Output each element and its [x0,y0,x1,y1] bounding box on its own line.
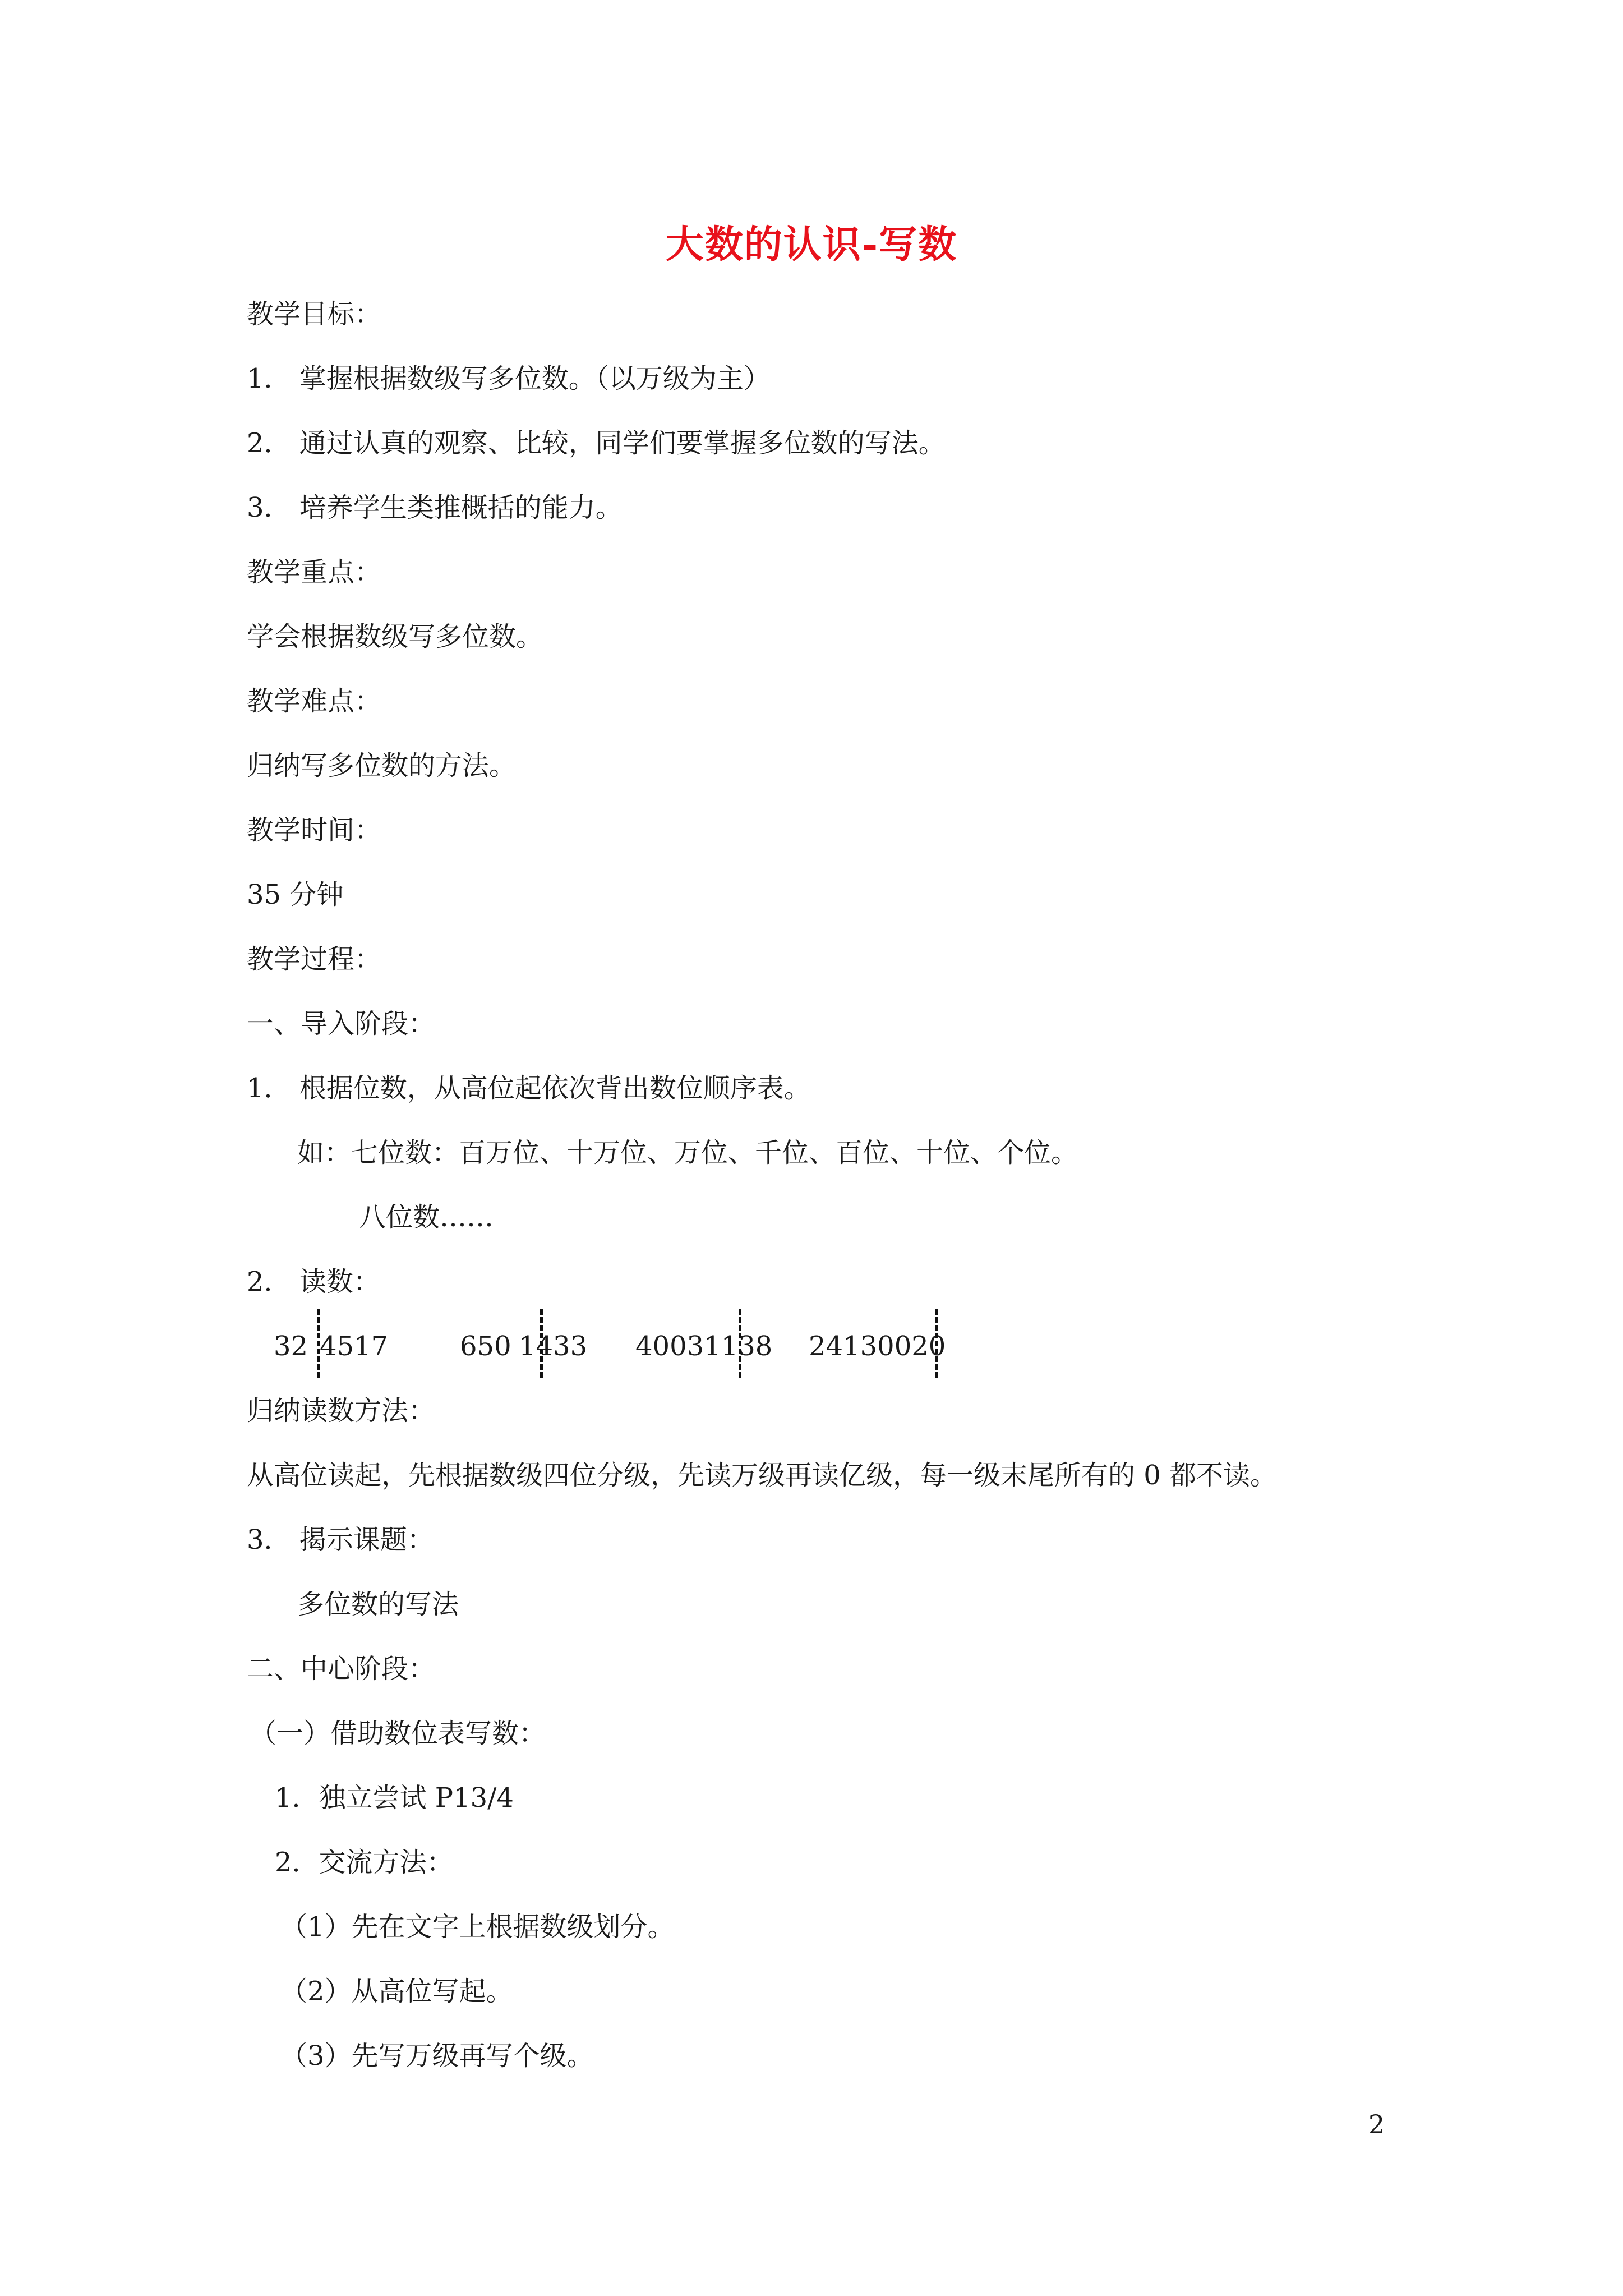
topic-text: 多位数的写法 [297,1589,459,1620]
substep-2: 2．交流方法： [275,1847,454,1878]
page-title: 大数的认识-写数 [665,222,958,267]
section-two-heading: 二、中心阶段： [247,1653,436,1685]
page-number: 2 [1368,2109,1385,2139]
section-one-heading: 一、导入阶段： [247,1008,436,1039]
number-part: 32 [274,1331,308,1362]
time-heading: 教学时间： [247,815,382,846]
reading-method-heading: 归纳读数方法： [247,1395,436,1427]
difficulties-heading: 教学难点： [247,685,382,717]
number-part: 650 [460,1331,511,1362]
method-item-2: （2）从高位写起。 [280,1976,513,2007]
substep-1: 1．独立尝试 P13/4 [275,1782,514,1814]
level-divider [935,1309,938,1378]
reading-method-text: 从高位读起，先根据数级四位分级，先读万级再读亿级，每一级末尾所有的 0 都不读。 [247,1460,1278,1491]
method-item-3: （3）先写万级再写个级。 [280,2040,594,2072]
process-heading: 教学过程： [247,944,382,975]
objective-3: 3． 培养学生类推概括的能力。 [247,492,623,523]
step-1: 1． 根据位数，从高位起依次背出数位顺序表。 [247,1073,811,1104]
key-points-heading: 教学重点： [247,556,382,588]
step-2: 2． 读数： [247,1266,380,1297]
objectives-heading: 教学目标： [247,298,382,330]
method-item-1: （1）先在文字上根据数级划分。 [280,1911,675,1943]
step-3: 3． 揭示课题： [247,1524,434,1556]
number-part: 40031138 [635,1331,773,1362]
time-text: 35 分钟 [247,879,344,910]
number-part: 24130020 [809,1331,946,1362]
reading-numbers-row [0,1329,1623,1380]
step-1-example-continued: 八位数…… [359,1202,494,1233]
difficulties-text: 归纳写多位数的方法。 [247,750,517,781]
subsection-1-heading: （一）借助数位表写数： [250,1718,546,1749]
key-points-text: 学会根据数级写多位数。 [247,621,543,652]
level-divider [739,1309,741,1378]
objective-1: 1． 掌握根据数级写多位数。（以万级为主） [247,363,771,394]
objective-2: 2． 通过认真的观察、比较，同学们要掌握多位数的写法。 [247,427,946,459]
number-part: 4517 [320,1331,389,1362]
number-part: 1433 [519,1331,588,1362]
step-1-example: 如：七位数：百万位、十万位、万位、千位、百位、十位、个位。 [297,1137,1078,1168]
